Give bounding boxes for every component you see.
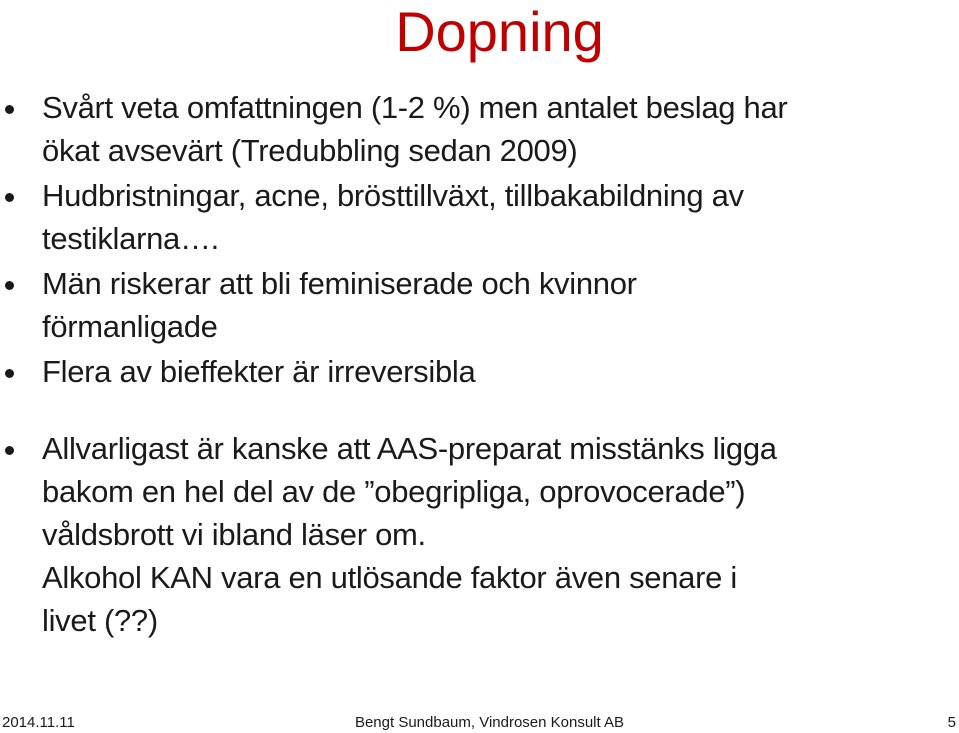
slide-footer — [0, 712, 959, 733]
bullet-text: Svårt veta omfattningen (1-2 %) men antalet beslag har — [42, 90, 788, 125]
bullet-list — [0, 86, 959, 642]
bullet-dot-icon — [5, 281, 14, 290]
bullet-dot-icon — [5, 105, 14, 114]
footer-author: Bengt Sundbaum, Vindrosen Konsult AB — [354, 714, 625, 731]
bullet-text: Allvarligast är kanske att AAS-preparat misstänks ligga — [42, 431, 777, 466]
bullet-item — [0, 86, 959, 172]
bullet-item — [0, 174, 959, 260]
bullet-dot-icon — [5, 193, 14, 202]
bullet-text: förmanligade — [42, 309, 218, 344]
bullet-text: Hudbristningar, acne, brösttillväxt, tillbakabildning av — [42, 178, 744, 213]
bullet-text: Alkohol KAN vara en utlösande faktor även senare i — [42, 560, 737, 595]
bullet-text: testiklarna…. — [42, 221, 219, 256]
bullet-text: Flera av bieffekter är irreversibla — [42, 354, 476, 389]
slide-title: Dopning — [395, 0, 604, 63]
bullet-dot-icon — [5, 446, 14, 455]
page-number: 5 — [947, 714, 956, 731]
bullet-text: våldsbrott vi ibland läser om. — [42, 517, 426, 552]
bullet-dot-icon — [5, 369, 14, 378]
footer-date: 2014.11.11 — [2, 714, 75, 731]
bullet-item — [0, 262, 959, 348]
bullet-text: bakom en hel del av de ”obegripliga, oprovocerade”) — [42, 474, 746, 509]
bullet-text: ökat avsevärt (Tredubbling sedan 2009) — [42, 133, 578, 168]
bullet-text: livet (??) — [42, 603, 158, 638]
bullet-text: Män riskerar att bli feminiserade och kvinnor — [42, 266, 637, 301]
bullet-item — [0, 427, 959, 642]
bullet-item — [0, 350, 959, 393]
